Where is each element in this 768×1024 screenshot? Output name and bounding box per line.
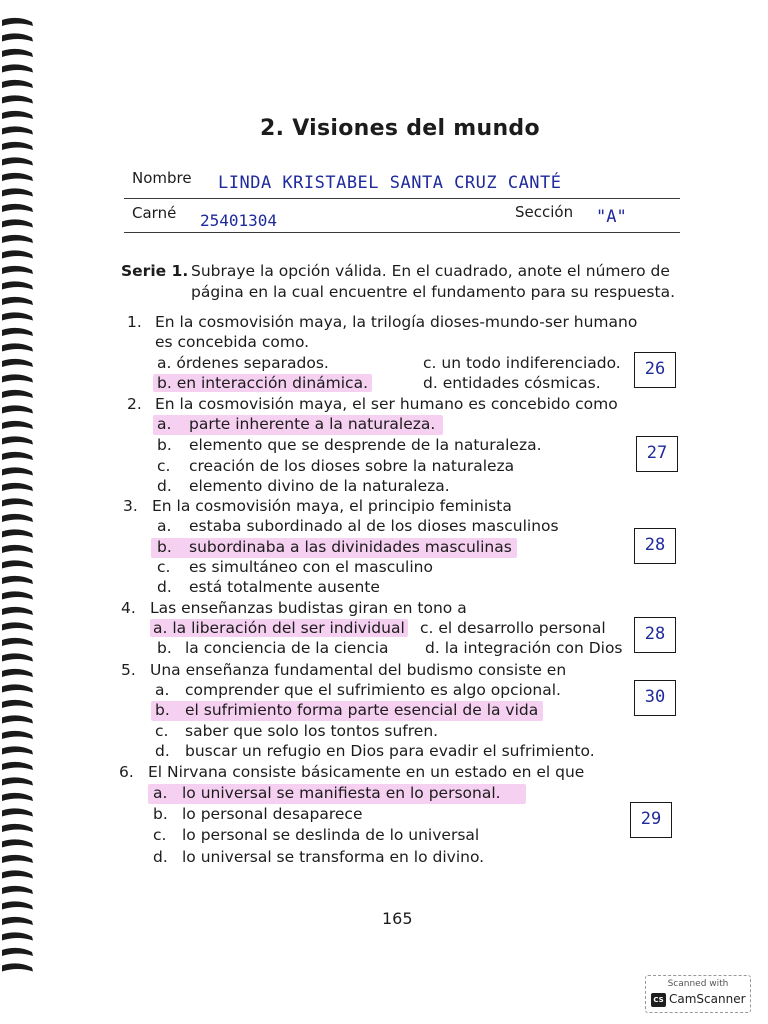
spiral-loop [2,343,33,351]
spiral-loop [2,374,33,382]
spiral-loop [2,49,33,57]
spiral-loop [2,901,33,909]
spiral-loop [2,173,33,181]
spiral-loop [2,762,33,770]
spiral-loop [2,498,33,506]
spiral-loop [2,669,33,677]
spiral-loop [2,824,33,832]
spiral-loop [2,328,33,336]
seccion-label: Sección [515,203,574,221]
page-number: 165 [382,909,413,928]
spiral-binding [0,0,60,1000]
spiral-loop [2,607,33,615]
option-letter: d. [155,742,170,760]
option-d: d. entidades cósmicas. [423,374,601,392]
spiral-loop [2,731,33,739]
option-d: lo universal se transforma en lo divino. [182,848,485,866]
spiral-loop [2,126,33,134]
spiral-loop [2,576,33,584]
option-letter: c. [153,826,167,844]
spiral-loop [2,436,33,444]
spiral-loop [2,219,33,227]
spiral-loop [2,95,33,103]
question-text: En la cosmovisión maya, el ser humano es concebido como [155,395,618,413]
option-b: elemento que se desprende de la naturaleza. [189,436,542,454]
page-answer-box [634,680,676,716]
spiral-loop [2,839,33,847]
spiral-loop [2,312,33,320]
option-letter: c. [155,722,169,740]
page-title: 2. Visiones del mundo [260,116,540,141]
spiral-loop [2,948,33,956]
question-text: Las enseñanzas budistas giran en tono a [150,599,467,617]
option-letter: d. [157,578,172,596]
option-d: d. la integración con Dios [425,639,623,657]
spiral-loop [2,467,33,475]
option-letter: d. [153,848,168,866]
option-d: está totalmente ausente [189,578,380,596]
spiral-loop [2,18,33,26]
spiral-loop [2,111,33,119]
option-a: a. órdenes separados. [157,354,329,372]
nombre-label: Nombre [132,169,192,187]
spiral-loop [2,777,33,785]
page-answer: 28 [644,535,666,555]
spiral-loop [2,793,33,801]
spiral-loop [2,33,33,41]
camscanner-watermark [645,975,751,1013]
option-c: lo personal se deslinda de lo universal [182,826,480,844]
nombre-value: LINDA KRISTABEL SANTA CRUZ CANTÉ [218,173,562,193]
page-answer-box [636,436,678,472]
spiral-loop [2,452,33,460]
option-letter: c. [157,457,171,475]
spiral-loop [2,483,33,491]
spiral-loop [2,359,33,367]
spiral-loop [2,715,33,723]
serie-instructions-line1: Subraye la opción válida. En el cuadrado, anote el número de [191,262,670,280]
question-text: En la cosmovisión maya, la trilogía dioses-mundo-ser humano [155,313,638,331]
spiral-loop [2,390,33,398]
page-answer-box [634,352,676,388]
spiral-loop [2,266,33,274]
option-a-highlighted: a. la liberación del ser individual [150,619,408,637]
option-letter: b. [153,805,168,823]
option-b: subordinaba a las divinidades masculinas [189,538,512,556]
spiral-loop [2,886,33,894]
spiral-loop [2,281,33,289]
page-answer: 28 [644,624,666,644]
spiral-loop [2,700,33,708]
spiral-loop [2,64,33,72]
spiral-loop [2,932,33,940]
spiral-loop [2,529,33,537]
spiral-loop [2,653,33,661]
spiral-loop [2,870,33,878]
option-d: elemento divino de la naturaleza. [189,477,450,495]
nombre-line [124,198,680,199]
spiral-loop [2,560,33,568]
spiral-loop [2,638,33,646]
question-number: 1. [127,313,142,331]
option-letter: a. [155,681,170,699]
camscanner-logo-icon: CS [651,993,666,1007]
spiral-loop [2,142,33,150]
spiral-loop [2,235,33,243]
option-c: es simultáneo con el masculino [189,558,433,576]
option-letter: b. [157,436,172,454]
page-answer-box [634,528,676,564]
spiral-loop [2,855,33,863]
option-b: el sufrimiento forma parte esencial de la vida [185,701,539,719]
option-c: creación de los dioses sobre la naturaleza [189,457,515,475]
question-text: El Nirvana consiste básicamente en un estado en el que [148,763,585,781]
option-letter: b. [157,639,172,657]
option-c: c. el desarrollo personal [420,619,606,637]
option-letter: a. [157,415,172,433]
spiral-loop [2,514,33,522]
option-letter: b. [157,538,172,556]
spiral-loop [2,963,33,971]
option-letter: c. [157,558,171,576]
page-answer: 27 [646,443,668,463]
page-answer-box [630,802,672,838]
option-a: estaba subordinado al de los dioses masculinos [189,517,559,535]
page-answer: 26 [644,359,666,379]
question-number: 4. [121,599,136,617]
question-text: Una enseñanza fundamental del budismo consiste en [150,661,567,679]
option-letter: a. [157,517,172,535]
spiral-loop [2,297,33,305]
page-answer-box [634,617,676,653]
page-answer: 29 [640,809,662,829]
watermark-caption: Scanned with [667,979,729,989]
spiral-loop [2,80,33,88]
option-c: c. un todo indiferenciado. [423,354,621,372]
option-b: lo personal desaparece [182,805,363,823]
question-text-continued: es concebida como. [155,333,310,351]
question-number: 2. [127,395,142,413]
spiral-loop [2,591,33,599]
spiral-loop [2,250,33,258]
question-number: 6. [119,763,134,781]
serie-heading: Serie 1. [121,262,189,280]
spiral-loop [2,684,33,692]
page-answer: 30 [644,687,666,707]
spiral-loop [2,545,33,553]
option-a: parte inherente a la naturaleza. [189,415,436,433]
question-number: 5. [121,661,136,679]
spiral-loop [2,157,33,165]
watermark-brand: CamScanner [669,992,746,1006]
spiral-loop [2,405,33,413]
carne-label: Carné [132,204,177,222]
option-letter: d. [157,477,172,495]
option-c: saber que solo los tontos sufren. [185,722,439,740]
spiral-loop [2,421,33,429]
option-letter: b. [155,701,170,719]
spiral-loop [2,622,33,630]
spiral-loop [2,917,33,925]
spiral-loop [2,204,33,212]
option-d: buscar un refugio en Dios para evadir el sufrimiento. [185,742,595,760]
spiral-loop [2,746,33,754]
question-number: 3. [123,497,138,515]
option-a: comprender que el sufrimiento es algo opcional. [185,681,561,699]
option-a: lo universal se manifiesta en lo personal. [182,784,501,802]
spiral-loop [2,808,33,816]
spiral-loop [2,188,33,196]
carne-line [124,232,680,233]
option-b-highlighted: b. en interacción dinámica. [153,374,372,392]
option-b: la conciencia de la ciencia [185,639,389,657]
option-letter: a. [153,784,168,802]
question-text: En la cosmovisión maya, el principio feminista [152,497,512,515]
seccion-value: "A" [596,207,627,227]
serie-instructions-line2: página en la cual encuentre el fundamento para su respuesta. [191,283,676,301]
carne-value: 25401304 [200,211,278,230]
